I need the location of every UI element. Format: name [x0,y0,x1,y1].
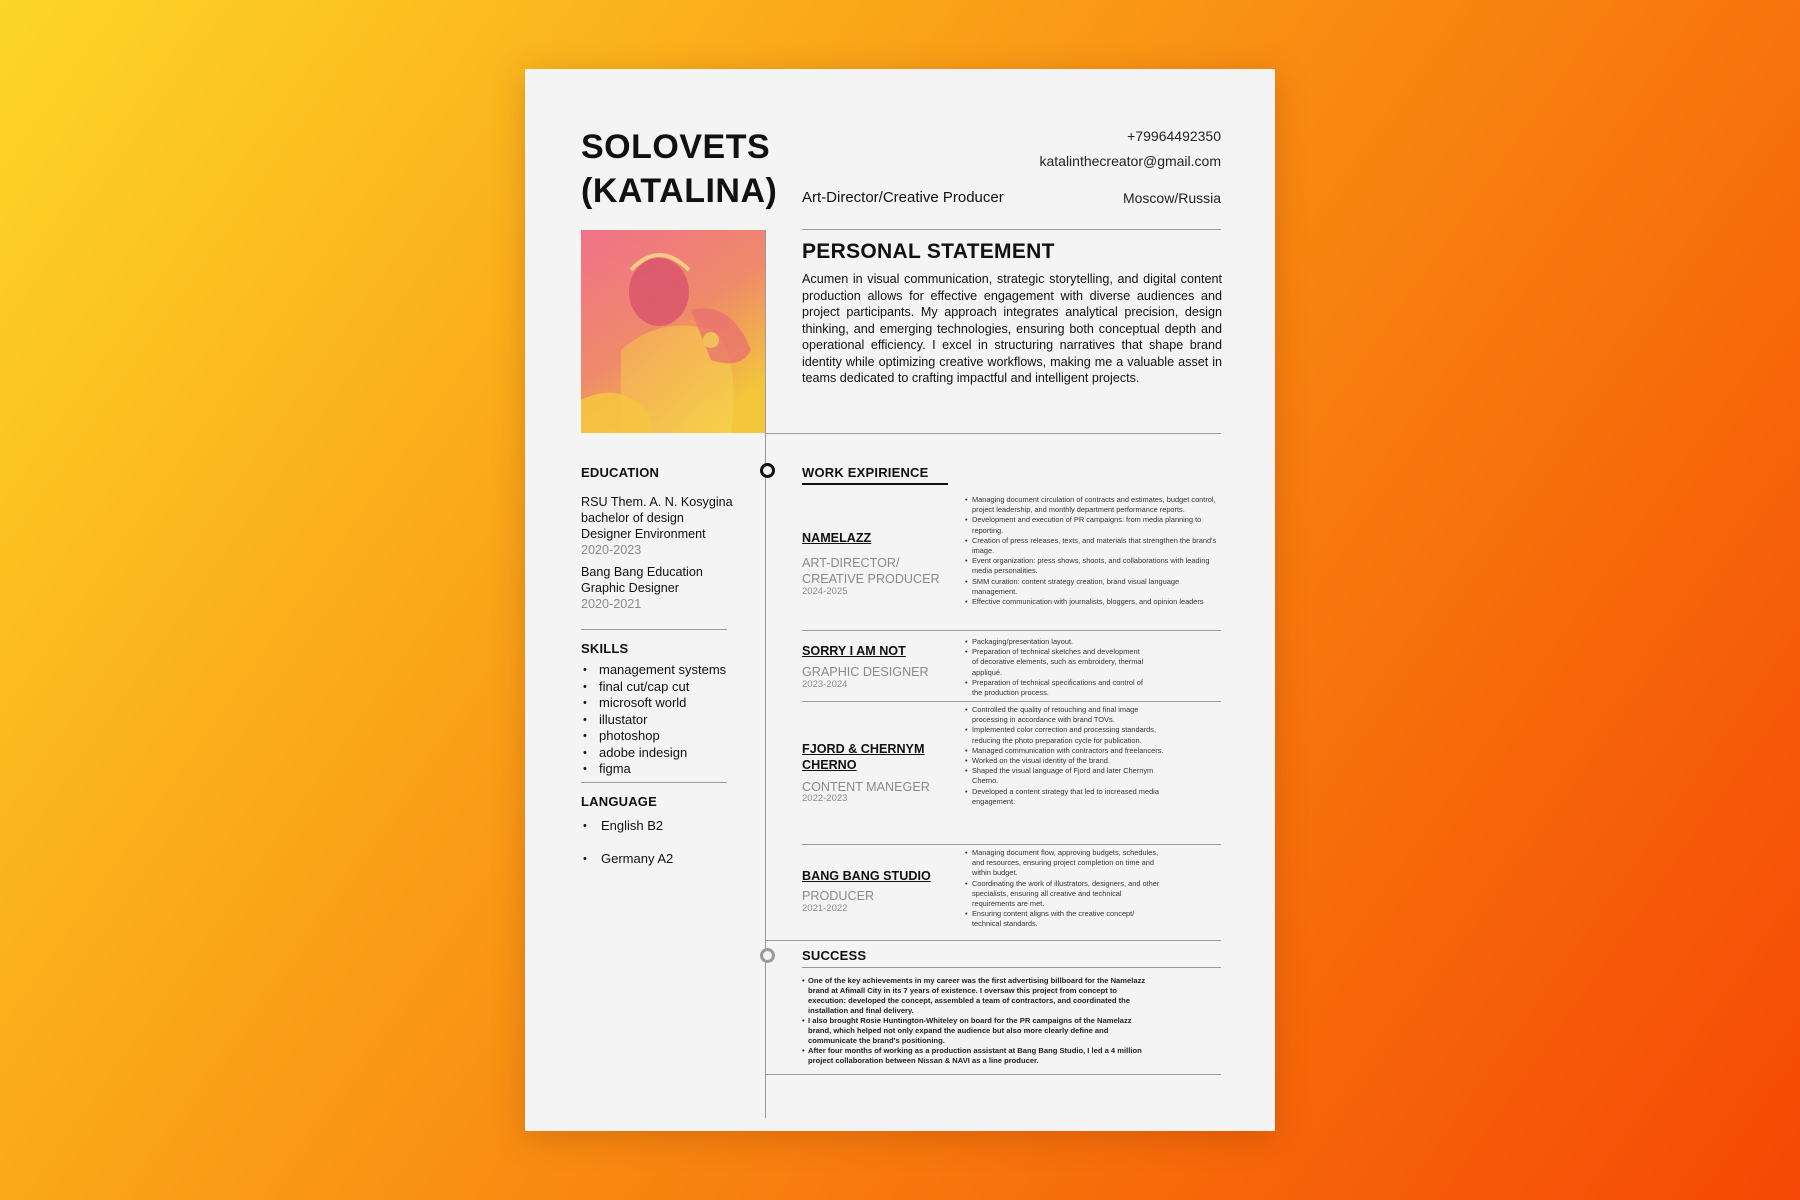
field: Designer Environment [581,527,706,541]
skill-item: • final cut/cap cut [581,679,726,696]
bullet-item: • Ensuring content aligns with the creative concept/ technical standards. [965,909,1165,929]
job-role: GRAPHIC DESIGNER [802,665,929,679]
bullet-item: • Implemented color correction and processing standards, reducing the photo preparation cycle for publication. [965,725,1165,745]
language-list [581,818,673,867]
education-section [581,494,751,612]
skill-item: • adobe indesign [581,745,726,762]
skills-heading: SKILLS [581,641,629,656]
bullet-item: • Development and execution of PR campaigns: from media planning to reporting. [965,515,1220,535]
job-years: 2022-2023 [802,793,848,804]
skill-item: • illustator [581,712,726,729]
success-bottom-divider [765,1074,1221,1075]
skill-item: • management systems [581,662,726,679]
education-heading: EDUCATION [581,465,660,480]
school-name: Bang Bang Education [581,565,703,579]
skills-list [581,662,726,778]
statement-bottom-divider [765,433,1221,434]
school-name: RSU Them. A. N. Kosygina [581,495,733,509]
language-item: • English B2 [581,818,673,835]
job-bullets [965,495,1220,607]
bullet-item: • SMM curation: content strategy creation, brand visual language management. [965,577,1220,597]
job-years: 2024-2025 [802,586,848,597]
bullet-item: • Event organization: press shows, shoots, and collaborations with leading media personalities. [965,556,1220,576]
education-divider [581,629,727,630]
success-list [802,976,1147,1066]
job-role: PRODUCER [802,889,875,903]
company-name: FJORD & CHERNYM CHERNO [802,742,925,772]
bullet-item: • Managed communication with contractors and freelancers. [965,746,1165,756]
job-years: 2023-2024 [802,679,848,690]
name-line-2: (KATALINA) [581,172,778,210]
success-heading: SUCCESS [802,948,867,963]
field: Graphic Designer [581,581,679,595]
work-heading: WORK EXPIRIENCE [802,465,929,480]
skill-item: • photoshop [581,728,726,745]
bullet-item: • Shaped the visual language of Fjord and later Chernym Cherno. [965,766,1165,786]
job-title: Art-Director/Creative Producer [802,189,1004,206]
job-divider [802,630,1221,631]
company-name: NAMELAZZ [802,531,872,545]
phone-number[interactable]: +79964492350 [1127,128,1221,144]
candidate-name [581,125,777,213]
success-divider [802,967,1221,968]
success-item: • I also brought Rosie Huntington-Whiteley on board for the PR campaigns of the Namelazz brand, which helped not only expand the audience but also more clearly define and communicate the brand's positioning. [802,1016,1147,1046]
timeline-node-icon [760,948,775,963]
bullet-item: • Creation of press releases, texts, and materials that strengthen the brand's image. [965,536,1220,556]
profile-photo [581,230,765,433]
statement-heading: PERSONAL STATEMENT [802,240,1055,263]
success-item: • One of the key achievements in my career was the first advertising billboard for the Namelazz brand at Afimall City in its 7 years of existence. I oversaw this project from concept to execution: developed the concept, assembled a team of contractors, and coordinated the installation and final delivery. [802,976,1147,1016]
location: Moscow/Russia [1122,190,1221,206]
bullet-item: • Preparation of technical sketches and development of decorative elements, such as embroidery, thermal appliqué. [965,647,1145,678]
bullet-item: • Coordinating the work of illustrators, designers, and other specialists, ensuring all creative and technical requirements are met. [965,879,1165,910]
timeline-line [765,230,766,1118]
company-name: BANG BANG STUDIO [802,869,931,883]
job-years: 2021-2022 [802,903,848,914]
degree: bachelor of design [581,511,684,525]
job-divider [802,701,1221,702]
job-divider [802,844,1221,845]
email-address[interactable]: katalinthecreator@gmail.com [1039,153,1221,169]
bullet-item: • Managing document flow, approving budgets, schedules, and resources, ensuring project completion on time and within budget. [965,848,1165,879]
job-role: ART-DIRECTOR/ CREATIVE PRODUCER [802,556,940,586]
timeline-node-icon [760,463,775,478]
header-divider [802,229,1221,230]
job-bullets [965,705,1165,807]
job-role: CONTENT MANEGER [802,780,930,794]
skills-divider [581,782,727,783]
bullet-item: • Managing document circulation of contracts and estimates, budget control, project leadership, and monthly department performance reports. [965,495,1220,515]
language-heading: LANGUAGE [581,794,657,809]
name-line-1: SOLOVETS [581,128,771,166]
language-item: • Germany A2 [581,851,673,868]
job-bullets [965,637,1145,698]
skill-item: • figma [581,761,726,778]
education-entry [581,494,751,558]
portrait-illustration [581,230,765,433]
bullet-item: • Packaging/presentation layout. [965,637,1145,647]
bullet-item: • Preparation of technical specifications and control of the production process. [965,678,1145,698]
job-bullets [965,848,1165,930]
education-entry [581,564,751,612]
statement-text: Acumen in visual communication, strategic storytelling, and digital content production allows for effective engagement with diverse audiences and project participants. My approach integrates analytical precision, design thinking, and emerging technologies, ensuring both conceptual depth and operational efficiency. I excel in structuring narratives that shape brand identity while optimizing creative workflows, making me a valuable asset in teams dedicated to crafting impactful and intelligent projects. [802,272,1222,385]
success-top-divider [765,940,1221,941]
skill-item: • microsoft world [581,695,726,712]
bullet-item: • Worked on the visual identity of the brand. [965,756,1165,766]
resume-page [525,69,1275,1131]
bullet-item: • Developed a content strategy that led to increased media engagement. [965,787,1165,807]
years: 2020-2021 [581,597,642,611]
company-name: SORRY I AM NOT [802,644,906,658]
bullet-item: • Effective communication with journalists, bloggers, and opinion leaders [965,597,1220,607]
bullet-item: • Controlled the quality of retouching and final image processing in accordance with brand TOVs. [965,705,1165,725]
years: 2020-2023 [581,543,642,557]
success-item: • After four months of working as a production assistant at Bang Bang Studio, I led a 4 million project collaboration between Nissan & NAVI as a line producer. [802,1046,1147,1066]
work-heading-underline [802,483,948,485]
